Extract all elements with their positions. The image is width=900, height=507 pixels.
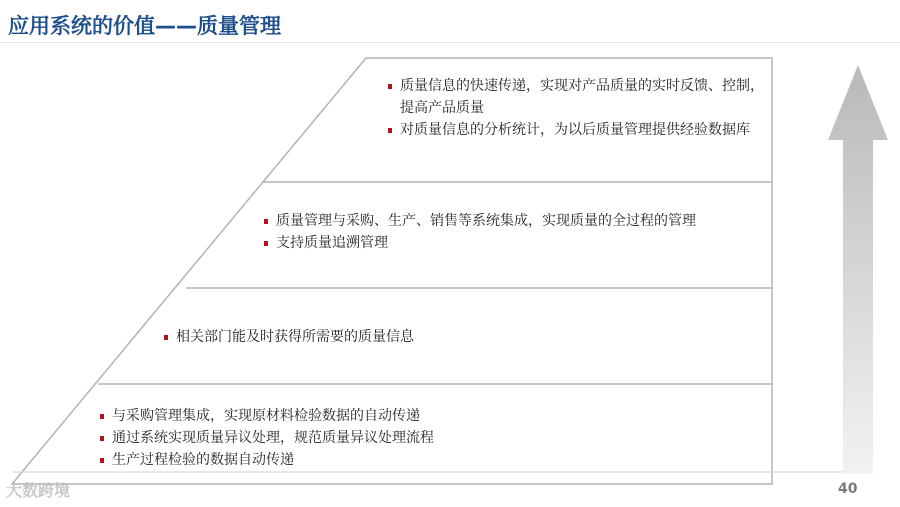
tier-second bbox=[262, 210, 767, 254]
list-item: 支持质量追溯管理 bbox=[262, 232, 767, 254]
list-item: 相关部门能及时获得所需要的质量信息 bbox=[162, 326, 762, 348]
up-arrow-icon bbox=[828, 65, 888, 474]
watermark: 大数跨境 bbox=[6, 481, 71, 500]
slide-title: 应用系统的价值——质量管理 bbox=[8, 14, 281, 38]
tier-third bbox=[162, 326, 762, 348]
list-item: 质量信息的快速传递，实现对产品质量的实时反馈、控制，提高产品质量 bbox=[386, 75, 766, 119]
list-item: 通过系统实现质量异议处理，规范质量异议处理流程 bbox=[98, 427, 738, 449]
list-item: 对质量信息的分析统计，为以后质量管理提供经验数据库 bbox=[386, 119, 766, 141]
tier-bottom bbox=[98, 405, 738, 471]
list-item: 与采购管理集成，实现原材料检验数据的自动传递 bbox=[98, 405, 738, 427]
list-item: 质量管理与采购、生产、销售等系统集成，实现质量的全过程的管理 bbox=[262, 210, 767, 232]
page-number: 40 bbox=[838, 481, 858, 497]
list-item: 生产过程检验的数据自动传递 bbox=[98, 449, 738, 471]
tier-top bbox=[386, 75, 766, 141]
